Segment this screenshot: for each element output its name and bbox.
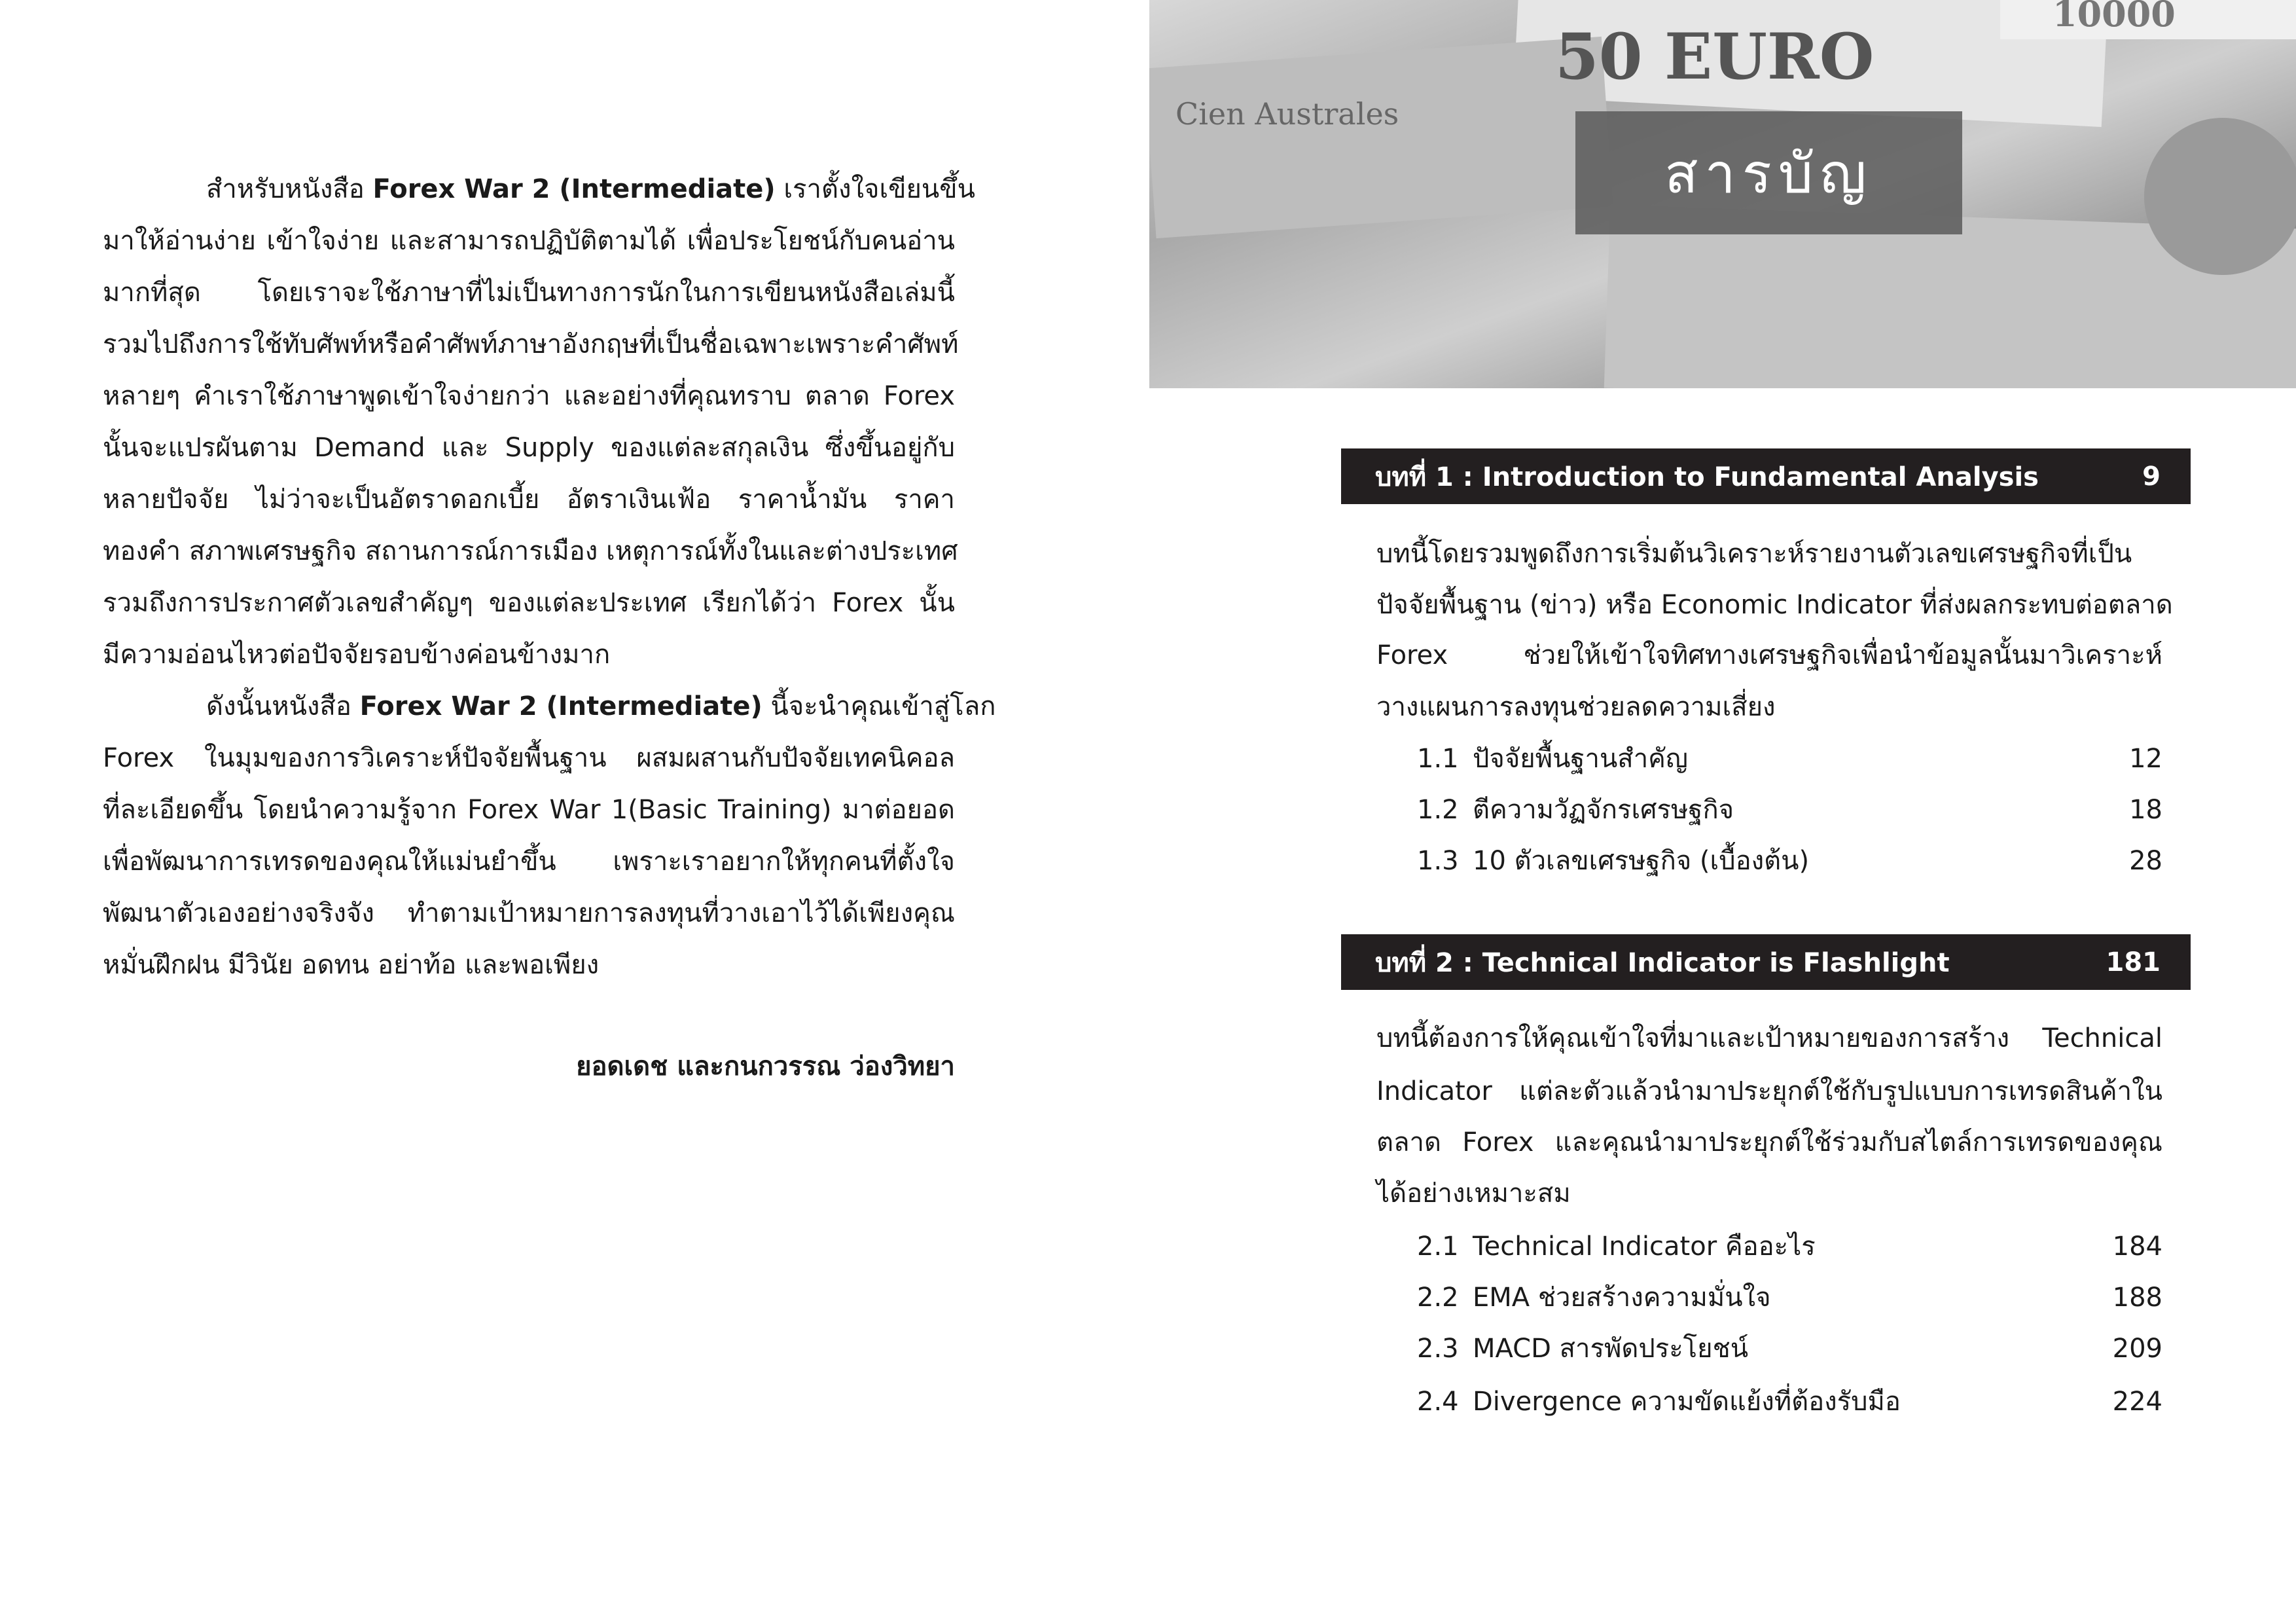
right-page-toc (1148, 0, 2296, 1623)
book-title-bold: Forex War 2 (Intermediate) (359, 691, 762, 721)
chapter-desc-line: ได้อย่างเหมาะสม (1376, 1178, 1571, 1209)
banknote-lettering: 50 EURO (1555, 20, 1874, 94)
preface-line: รวมถึงการประกาศตัวเลขสำคัญๆ ของแต่ละประเทศ เรียกได้ว่า Forex นั้น (103, 588, 955, 618)
banknote-lettering: Cien Australes (1175, 96, 1399, 132)
preface-line: หลายๆ คำเราใช้ภาษาพูดเข้าใจง่ายกว่า และอย่างที่คุณทราบ ตลาด Forex (103, 381, 955, 411)
toc-section-1-3[interactable]: 1.3 10 ตัวเลขเศรษฐกิจ (เบื้องต้น) 28 (1417, 846, 2162, 876)
toc-section-2-4[interactable]: 2.4 Divergence ความขัดแย้งที่ต้องรับมือ 224 (1417, 1387, 2162, 1417)
toc-section-2-3[interactable]: 2.3 MACD สารพัดประโยชน์ 209 (1417, 1334, 2162, 1364)
chapter-desc-line: ปัจจัยพื้นฐาน (ข่าว) หรือ Economic Indicator ที่ส่งผลกระทบต่อตลาด (1376, 590, 2173, 620)
preface-line: ที่ละเอียดขึ้น โดยนำความรู้จาก Forex War 1(Basic Training) มาต่อยอด (103, 795, 955, 825)
chapter-page: 9 (2142, 461, 2161, 492)
chapter-1-header[interactable] (1341, 448, 2191, 504)
preface-line: หมั่นฝึกฝน มีวินัย อดทน อย่าท้อ และพอเพียง (103, 950, 600, 980)
toc-section-1-2[interactable]: 1.2 ตีความวัฏจักรเศรษฐกิจ 18 (1417, 795, 2162, 825)
preface-line: Forex ในมุมของการวิเคราะห์ปัจจัยพื้นฐาน ผสมผสานกับปัจจัยเทคนิคอล (103, 743, 955, 773)
chapter-desc-line: Indicator แต่ละตัวแล้วนำมาประยุกต์ใช้กับรูปแบบการเทรดสินค้าใน (1376, 1076, 2162, 1106)
chapter-desc-line: วางแผนการลงทุนช่วยลดความเสี่ยง (1376, 692, 1776, 722)
chapter-desc-line: ตลาด Forex และคุณนำมาประยุกต์ใช้ร่วมกับสไตล์การเทรดของคุณ (1376, 1127, 2162, 1158)
preface-line: ดังนั้นหนังสือ Forex War 2 (Intermediate) นี้จะนำคุณเข้าสู่โลก (206, 691, 996, 721)
toc-title: สารบัญ (1575, 111, 1962, 234)
chapter-2-header[interactable] (1341, 934, 2191, 990)
chapter-title: บทที่ 2 : Technical Indicator is Flashlight (1375, 947, 1950, 978)
toc-section-1-1[interactable]: 1.1 ปัจจัยพื้นฐานสำคัญ 12 (1417, 744, 2162, 774)
preface-line: มากที่สุด โดยเราจะใช้ภาษาที่ไม่เป็นทางการนักในการเขียนหนังสือเล่มนี้ (103, 278, 955, 308)
chapter-title: บทที่ 1 : Introduction to Fundamental Analysis (1375, 462, 2039, 492)
chapter-desc-line: บทนี้โดยรวมพูดถึงการเริ่มต้นวิเคราะห์รายงานตัวเลขเศรษฐกิจที่เป็น (1376, 539, 2132, 569)
preface-line: นั้นจะแปรผันตาม Demand และ Supply ของแต่ละสกุลเงิน ซึ่งขึ้นอยู่กับ (103, 433, 955, 463)
preface-line: มาให้อ่านง่าย เข้าใจง่าย และสามารถปฏิบัติตามได้ เพื่อประโยชน์กับคนอ่าน (103, 226, 955, 256)
preface-line: ทองคำ สภาพเศรษฐกิจ สถานการณ์การเมือง เหตุการณ์ทั้งในและต่างประเทศ (103, 536, 958, 566)
banknotes-photo (1149, 0, 2296, 388)
chapter-desc-line: Forex ช่วยให้เข้าใจทิศทางเศรษฐกิจเพื่อนำข้อมูลนั้นมาวิเคราะห์ (1376, 640, 2162, 670)
preface-line: มีความอ่อนไหวต่อปัจจัยรอบข้างค่อนข้างมาก (103, 640, 611, 670)
toc-section-2-1[interactable]: 2.1 Technical Indicator คืออะไร 184 (1417, 1231, 2162, 1262)
preface-line: เพื่อพัฒนาการเทรดของคุณให้แม่นยำขึ้น เพราะเราอยากให้ทุกคนที่ตั้งใจ (103, 847, 955, 877)
toc-section-2-2[interactable]: 2.2 EMA ช่วยสร้างความมั่นใจ 188 (1417, 1283, 2162, 1313)
preface-line: สำหรับหนังสือ Forex War 2 (Intermediate) เราตั้งใจเขียนขึ้น (206, 174, 975, 204)
book-title-bold: Forex War 2 (Intermediate) (372, 174, 776, 204)
preface-line: รวมไปถึงการใช้ทับศัพท์หรือคำศัพท์ภาษาอังกฤษที่เป็นชื่อเฉพาะเพราะคำศัพท์ (103, 329, 959, 359)
banknote-lettering: 10000 (2053, 0, 2176, 35)
preface-line: หลายปัจจัย ไม่ว่าจะเป็นอัตราดอกเบี้ย อัตราเงินเฟ้อ ราคาน้ำมัน ราคา (103, 484, 955, 515)
preface-line: พัฒนาตัวเองอย่างจริงจัง ทำตามเป้าหมายการลงทุนที่วางเอาไว้ได้เพียงคุณ (103, 898, 955, 928)
chapter-page: 181 (2106, 947, 2161, 977)
chapter-desc-line: บทนี้ต้องการให้คุณเข้าใจที่มาและเป้าหมายของการสร้าง Technical (1376, 1023, 2162, 1053)
author-signature: ยอดเดช และกนกวรรณ ว่องวิทยา (576, 1051, 955, 1082)
